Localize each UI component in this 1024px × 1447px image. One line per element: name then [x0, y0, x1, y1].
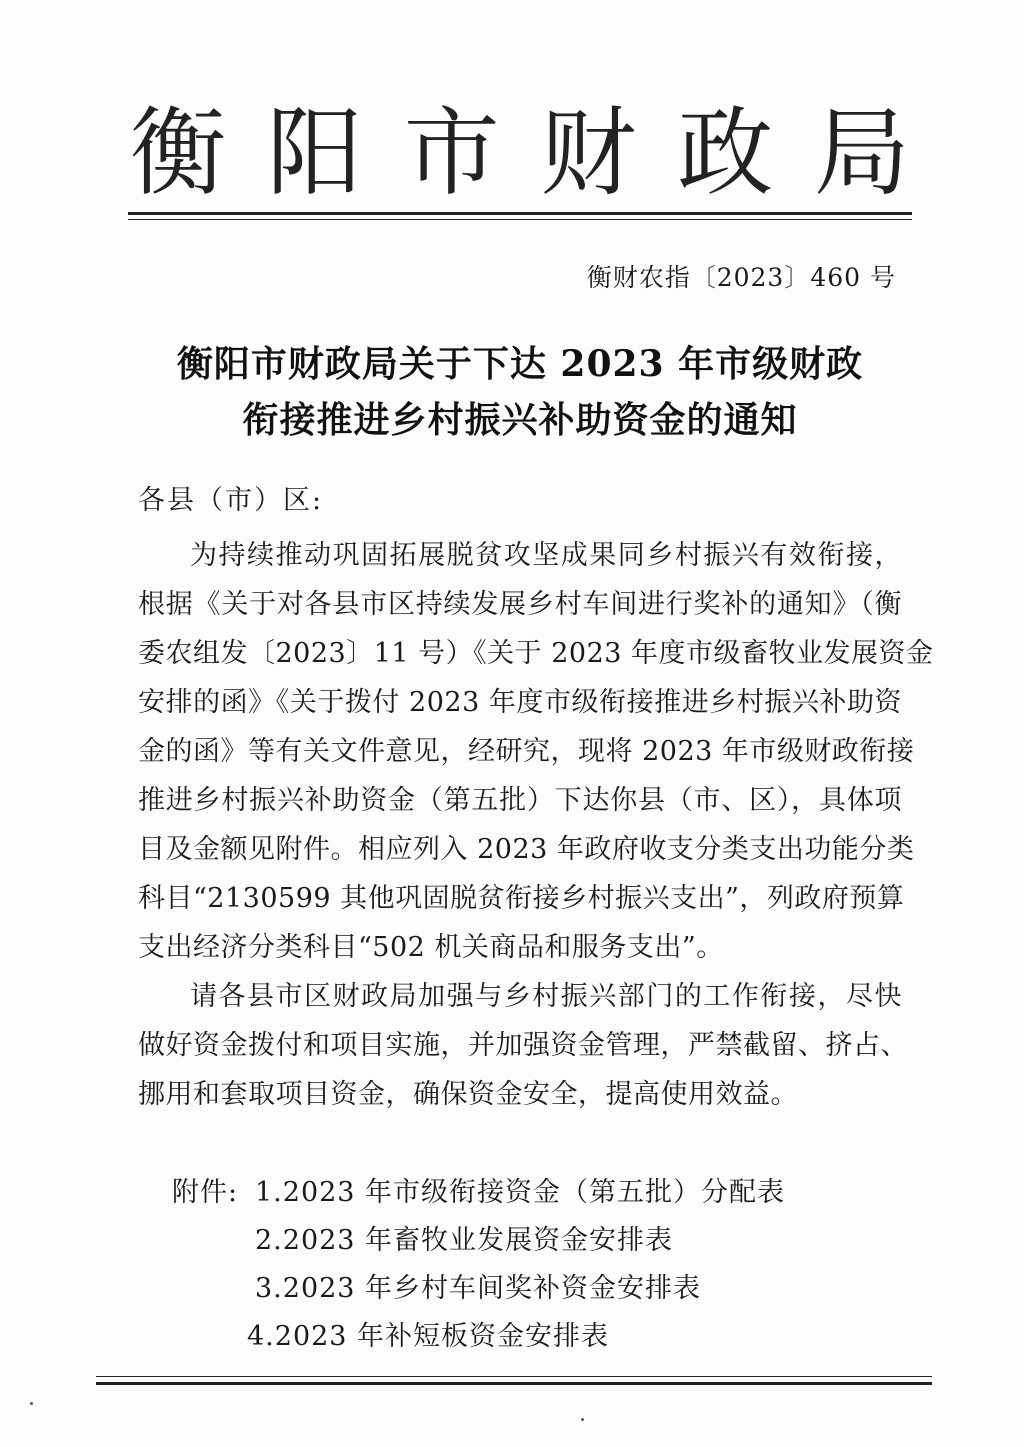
- paragraph-1-line: 目及金额见附件。相应列入 2023 年政府收支分类支出功能分类: [138, 834, 915, 865]
- paragraph-1-line: 为持续推动巩固拓展脱贫攻坚成果同乡村振兴有效衔接，: [190, 540, 902, 571]
- org-char: 局: [813, 97, 910, 209]
- org-char: 财: [540, 97, 637, 209]
- header-divider-thick: [128, 212, 912, 215]
- footer-divider-thick: [96, 1382, 932, 1385]
- paragraph-2-line: 请各县市区财政局加强与乡村振兴部门的工作衔接，尽快: [190, 981, 902, 1012]
- paragraph-1-line: 金的函》等有关文件意见，经研究，现将 2023 年市级财政衔接: [138, 736, 915, 767]
- paragraph-1-line: 委农组发〔2023〕11 号）《关于 2023 年度市级畜牧业发展资金: [138, 638, 934, 669]
- paragraph-2-line: 挪用和套取项目资金，确保资金安全，提高使用效益。: [138, 1079, 798, 1110]
- document-title-line-1: 衡阳市财政局关于下达 2023 年市级财政: [176, 343, 864, 385]
- document-number: 衡财农指〔2023〕460 号: [586, 263, 896, 292]
- org-char: 阳: [266, 97, 363, 209]
- attachment-item: 1.2023 年市级衔接资金（第五批）分配表: [255, 1177, 786, 1208]
- org-char: 政: [677, 97, 774, 209]
- header-divider-thin: [128, 219, 912, 220]
- org-char: 衡: [130, 97, 226, 209]
- paragraph-1-line: 支出经济分类科目“502 机关商品和服务支出”。: [138, 932, 724, 963]
- footer-divider-thin: [96, 1376, 932, 1377]
- issuing-organization-header: [130, 98, 910, 208]
- paragraph-1-line: 科目“2130599 其他巩固脱贫衔接乡村振兴支出”，列政府预算: [138, 883, 905, 914]
- scan-speck: [30, 1402, 33, 1405]
- attachment-item: 2.2023 年畜牧业发展资金安排表: [255, 1225, 674, 1256]
- attachment-item: 3.2023 年乡村车间奖补资金安排表: [255, 1273, 702, 1304]
- org-char: 市: [403, 97, 500, 209]
- paragraph-2-line: 做好资金拨付和项目实施，并加强资金管理，严禁截留、挤占、: [138, 1030, 908, 1061]
- attachment-item: 4.2023 年补短板资金安排表: [247, 1321, 610, 1352]
- attachments-label: 附件:: [172, 1177, 239, 1208]
- paragraph-1-line: 推进乡村振兴补助资金（第五批）下达你县（市、区），具体项: [138, 785, 902, 816]
- paragraph-1-line: 安排的函》《关于拨付 2023 年度市级衔接推进乡村振兴补助资: [138, 687, 902, 718]
- document-title-line-2: 衔接推进乡村振兴补助资金的通知: [242, 399, 798, 441]
- salutation: 各县（市）区:: [138, 485, 324, 516]
- scan-speck: [581, 1418, 584, 1421]
- paragraph-1-line: 根据《关于对各县市区持续发展乡村车间进行奖补的通知》（衡: [138, 589, 902, 620]
